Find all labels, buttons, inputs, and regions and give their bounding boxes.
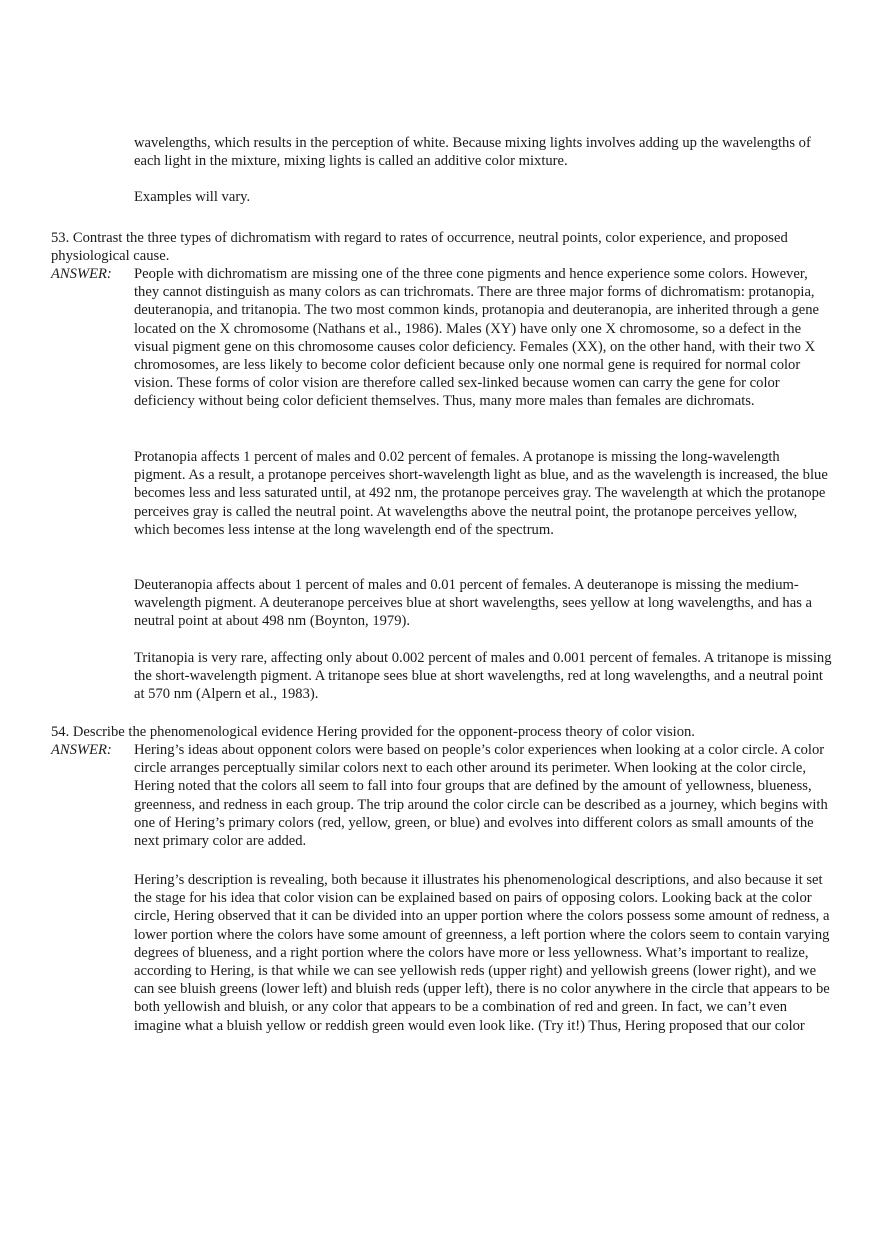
answer-label-53: ANSWER: [51,266,112,282]
question-54: 54. Describe the phenomenological evidence Hering provided for the opponent-process theory of color vision. [51,724,695,740]
q53-answer-paragraph-1: People with dichromatism are missing one of the three cone pigments and hence experience some colors. However, they cannot distinguish as many colors as can trichromats. There are three major forms of dichromatism: protanopia, deuteranopia, and tritanopia. The two most common kinds, protanopia and deuteranopia, are inherited through a gene located on the X chromosome (Nathans et al., 1986). Males (XY) have only one X chromosome, so a defect in the visual pigment gene on this chromosome causes color deficiency. Females (XX), on the other hand, with their two X chromosomes, are less likely to become color deficient because only one normal gene is required for normal color vision. These forms of color vision are therefore called sex-linked because women can carry the gene for color deficiency without being color deficient themselves. Thus, many more males than females are dichromats. [134,266,820,410]
examples-note: Examples will vary. [134,189,251,205]
q53-answer-paragraph-3: Deuteranopia affects about 1 percent of males and 0.01 percent of females. A deuteranope is missing the medium-wavelength pigment. A deuteranope perceives blue at short wavelengths, sees yellow at long wavelengths, and has a neutral point at about 498 nm (Boynton, 1979). [134,577,813,630]
q53-answer-paragraph-2: Protanopia affects 1 percent of males and 0.02 percent of females. A protanope is missing the long-wavelength pigment. As a result, a protanope perceives short-wavelength light as blue, and as the wavelength is increased, the blue becomes less and less saturated until, at 492 nm, the protanope perceives gray. The wavelength at which the protanope perceives gray is called the neutral point. At wavelengths above the neutral point, the protanope perceives yellow, which becomes less intense at the long wavelength end of the spectrum. [134,449,828,538]
q53-answer-paragraph-4: Tritanopia is very rare, affecting only about 0.002 percent of males and 0.001 percent of females. A tritanope is missing the short-wavelength pigment. A tritanope sees blue at short wavelengths, red at long wavelengths, and a neutral point at 570 nm (Alpern et al., 1983). [134,650,832,703]
q54-answer-paragraph-2: Hering’s description is revealing, both because it illustrates his phenomenological descriptions, and also because it set the stage for his idea that color vision can be explained based on pairs of opposing colors. Looking back at the color circle, Hering observed that it can be divided into an upper portion where the colors possess some amount of redness, a lower portion where the colors have some amount of greenness, a left portion where the colors seem to contain varying degrees of blueness, and a right portion where the colors have more or less yellowness. What’s important to realize, according to Hering, is that while we can see yellowish reds (upper right) and yellowish greens (lower right), and we can see bluish greens (lower left) and bluish reds (upper left), there is no color anywhere in the circle that appears to be both yellowish and bluish, or any color that appears to be a combination of red and green. In fact, we can’t even imagine what a bluish yellow or reddish green would even look like. (Try it!) Thus, Hering proposed that our color [134,872,830,1034]
continuation-paragraph: wavelengths, which results in the perception of white. Because mixing lights involves adding up the wavelengths of each light in the mixture, mixing lights is called an additive color mixture. [134,135,811,170]
q54-answer-paragraph-1: Hering’s ideas about opponent colors were based on people’s color experiences when looking at a color circle. A color circle arranges perceptually similar colors next to each other around its perimeter. When looking at the color circle, Hering noted that the colors all seem to fall into four groups that are defined by the amount of yellowness, blueness, greenness, and redness in each group. The trip around the color circle can be described as a journey, which begins with one of Hering’s primary colors (red, yellow, green, or blue) and evolves into different colors as small amounts of the next primary color are added. [134,742,828,850]
question-53: 53. Contrast the three types of dichromatism with regard to rates of occurrence, neutral points, color experience, and proposed physiological cause. [51,230,788,265]
answer-label-54: ANSWER: [51,742,112,758]
